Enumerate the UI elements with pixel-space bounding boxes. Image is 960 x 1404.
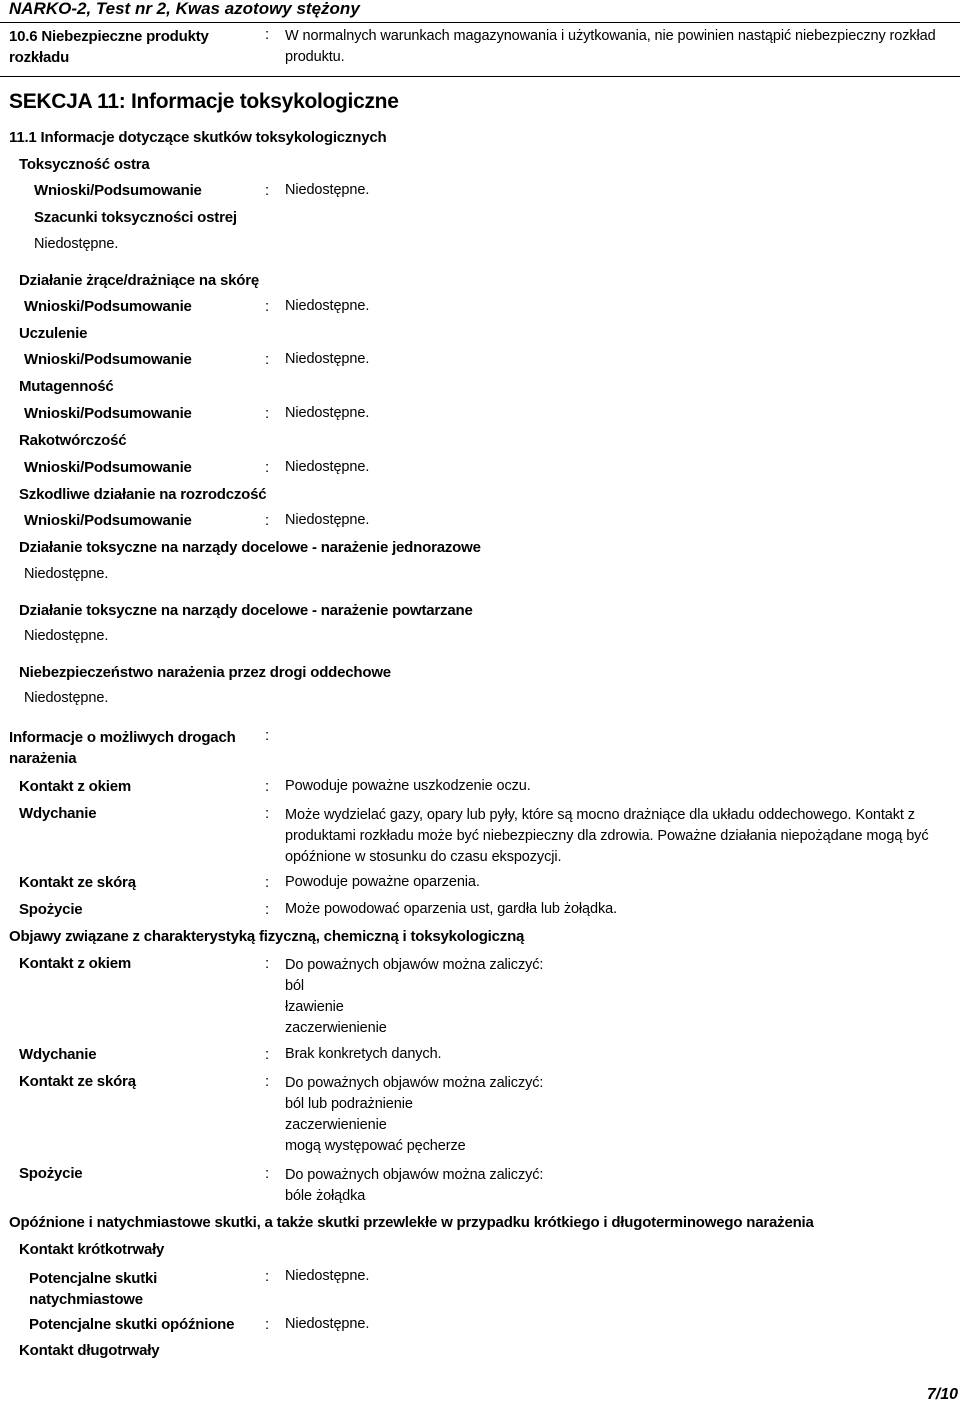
immediate-effects-value: Niedostępne. — [285, 1268, 370, 1284]
carcinogenicity-heading: Rakotwórczość — [19, 432, 127, 449]
delayed-effects-value: Niedostępne. — [285, 1316, 370, 1332]
mutagenicity-conclusions-value: Niedostępne. — [285, 405, 370, 421]
routes-ingestion-label: Spożycie — [19, 901, 83, 918]
colon: : — [265, 512, 270, 529]
colon: : — [265, 1073, 270, 1090]
section-10-6-label: 10.6 Niebezpieczne produkty rozkładu — [9, 28, 209, 66]
symptoms-skin-label: Kontakt ze skórą — [19, 1073, 136, 1090]
colon: : — [265, 405, 270, 422]
sensitization-conclusions-value: Niedostępne. — [285, 351, 370, 367]
colon: : — [265, 1046, 270, 1063]
skin-corrosion-conclusions-label: Wnioski/Podsumowanie — [24, 298, 192, 315]
symptom-item: mogą występować pęcherze — [285, 1138, 466, 1154]
symptoms-ingestion-label: Spożycie — [19, 1165, 83, 1182]
symptoms-inhalation-value: Brak konkretych danych. — [285, 1046, 442, 1062]
long-term-heading: Kontakt długotrwały — [19, 1342, 160, 1359]
routes-skin-value: Powoduje poważne oparzenia. — [285, 874, 480, 890]
colon: : — [265, 182, 270, 199]
symptoms-inhalation-label: Wdychanie — [19, 1046, 97, 1063]
colon: : — [265, 955, 270, 972]
delayed-effects-heading: Opóźnione i natychmiastowe skutki, a także skutki przewlekłe w przypadku krótkiego i długoterminowego narażenia — [9, 1214, 814, 1231]
colon: : — [265, 874, 270, 891]
section-10-6-value: W normalnych warunkach magazynowania i użytkowania, nie powinien nastąpić niebezpieczny rozkład produktu. — [285, 28, 936, 65]
colon: : — [265, 727, 270, 744]
colon: : — [265, 1165, 270, 1182]
colon: : — [265, 459, 270, 476]
sensitization-conclusions-label: Wnioski/Podsumowanie — [24, 351, 192, 368]
routes-inhalation-label: Wdychanie — [19, 805, 97, 822]
symptoms-heading: Objawy związane z charakterystyką fizyczną, chemiczną i toksykologiczną — [9, 928, 525, 945]
reproductive-heading: Szkodliwe działanie na rozrodczość — [19, 486, 267, 503]
delayed-effects-label: Potencjalne skutki opóźnione — [29, 1316, 235, 1333]
immediate-effects-label: Potencjalne skutki natychmiastowe — [29, 1270, 158, 1308]
aspiration-heading: Niebezpieczeństwo narażenia przez drogi oddechowe — [19, 664, 391, 681]
acute-conclusions-label: Wnioski/Podsumowanie — [34, 182, 202, 199]
colon: : — [265, 298, 270, 315]
colon: : — [265, 778, 270, 795]
symptoms-eye-intro: Do poważnych objawów można zaliczyć: — [285, 957, 544, 973]
symptom-item: bóle żołądka — [285, 1188, 366, 1204]
mutagenicity-conclusions-label: Wnioski/Podsumowanie — [24, 405, 192, 422]
symptoms-skin-list — [285, 1073, 885, 1157]
stot-repeated-heading: Działanie toksyczne na narządy docelowe - narażenie powtarzane — [19, 602, 473, 619]
aspiration-value: Niedostępne. — [24, 690, 109, 706]
symptom-item: zaczerwienienie — [285, 1020, 387, 1036]
section-rule — [0, 76, 960, 77]
acute-toxicity-heading: Toksyczność ostra — [19, 156, 150, 173]
colon: : — [265, 805, 270, 822]
colon: : — [265, 351, 270, 368]
symptom-item: zaczerwienienie — [285, 1117, 387, 1133]
page-number: 7/10 — [926, 1386, 958, 1403]
acute-estimates-heading: Szacunki toksyczności ostrej — [34, 209, 237, 226]
subsection-11-1-title: 11.1 Informacje dotyczące skutków toksykologicznych — [9, 129, 387, 146]
header-rule — [0, 22, 960, 23]
routes-ingestion-value: Może powodować oparzenia ust, gardła lub żołądka. — [285, 901, 618, 917]
mutagenicity-heading: Mutagenność — [19, 378, 114, 395]
reproductive-conclusions-label: Wnioski/Podsumowanie — [24, 512, 192, 529]
routes-heading: Informacje o możliwych drogach narażenia — [9, 729, 236, 767]
sensitization-heading: Uczulenie — [19, 325, 88, 342]
routes-skin-label: Kontakt ze skórą — [19, 874, 136, 891]
carcinogenicity-conclusions-label: Wnioski/Podsumowanie — [24, 459, 192, 476]
acute-conclusions-value: Niedostępne. — [285, 182, 370, 198]
routes-eye-value: Powoduje poważne uszkodzenie oczu. — [285, 778, 531, 794]
symptom-item: ból — [285, 978, 305, 994]
short-term-heading: Kontakt krótkotrwały — [19, 1241, 165, 1258]
stot-single-heading: Działanie toksyczne na narządy docelowe - narażenie jednorazowe — [19, 539, 481, 556]
colon: : — [265, 26, 270, 43]
document-title: NARKO-2, Test nr 2, Kwas azotowy stężony — [9, 0, 360, 18]
colon: : — [265, 901, 270, 918]
colon: : — [265, 1268, 270, 1285]
symptom-item: ból lub podrażnienie — [285, 1096, 413, 1112]
colon: : — [265, 1316, 270, 1333]
symptoms-eye-label: Kontakt z okiem — [19, 955, 132, 972]
symptoms-eye-list — [285, 955, 885, 1039]
acute-estimates-value: Niedostępne. — [34, 236, 119, 252]
stot-single-value: Niedostępne. — [24, 566, 109, 582]
stot-repeated-value: Niedostępne. — [24, 628, 109, 644]
symptoms-ingestion-list — [285, 1165, 885, 1207]
routes-inhalation-value: Może wydzielać gazy, opary lub pyły, które są mocno drażniące dla układu oddechowego. Kontakt z produktami rozkładu może być niebezpieczny dla zdrowia. Poważne działania niepożądane mogą być opóźnione w stosunku do czasu ekspozycji. — [285, 807, 929, 865]
skin-corrosion-conclusions-value: Niedostępne. — [285, 298, 370, 314]
symptoms-ingestion-intro: Do poważnych objawów można zaliczyć: — [285, 1167, 544, 1183]
section-11-title: SEKCJA 11: Informacje toksykologiczne — [9, 90, 399, 113]
reproductive-conclusions-value: Niedostępne. — [285, 512, 370, 528]
carcinogenicity-conclusions-value: Niedostępne. — [285, 459, 370, 475]
routes-eye-label: Kontakt z okiem — [19, 778, 132, 795]
symptom-item: łzawienie — [285, 999, 344, 1015]
skin-corrosion-heading: Działanie żrące/drażniące na skórę — [19, 272, 259, 289]
symptoms-skin-intro: Do poważnych objawów można zaliczyć: — [285, 1075, 544, 1091]
